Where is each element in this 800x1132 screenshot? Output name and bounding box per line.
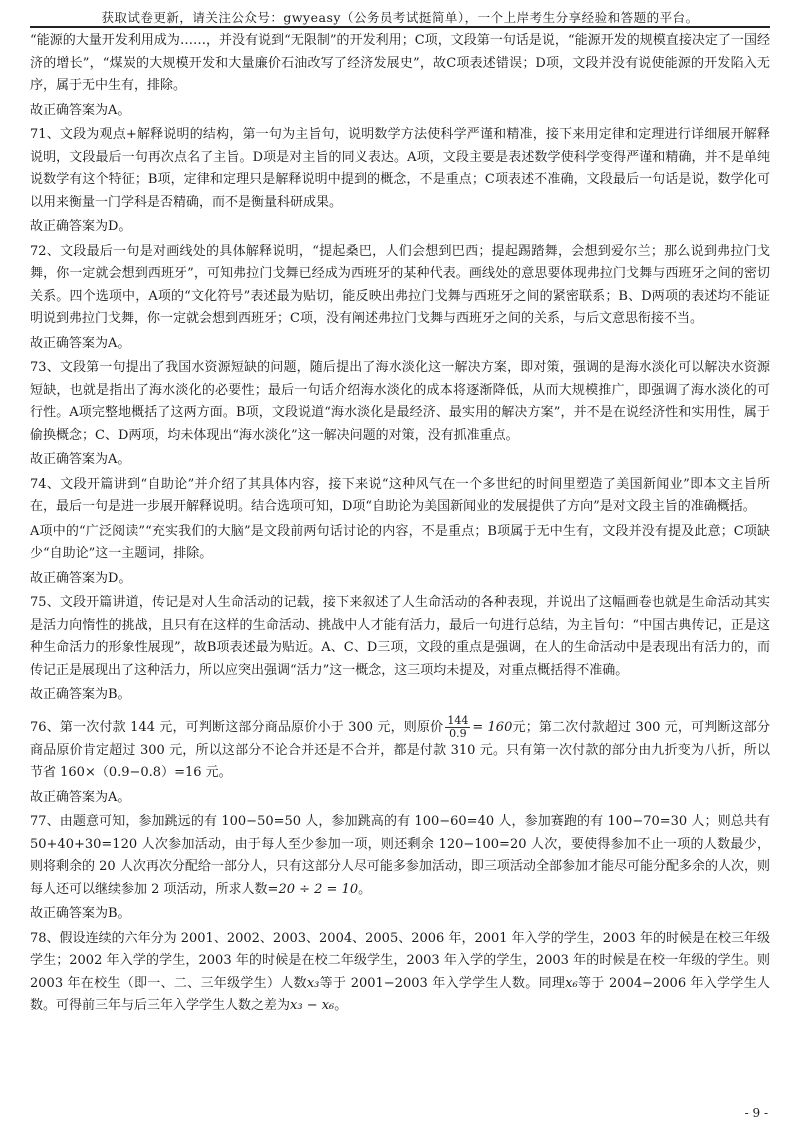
fraction — [445, 715, 470, 740]
text-run: 元；第二次付款超过 300 元，可判断这部分商品原价肯定超过 300 元，所以这部分不论合并还是不合并，都是付款 310 元。只有第一次付款的部分由九折变为八折，所以节省 160×（0.9−0.8）=16 元。 — [30, 719, 770, 780]
explanation-77 — [30, 811, 770, 901]
math-variable: x₆ — [565, 975, 578, 991]
text-run: 。 — [358, 881, 372, 897]
answer-line: 故正确答案为B。 — [30, 906, 131, 921]
explanation-78 — [30, 928, 770, 1018]
answer-line: 故正确答案为A。 — [30, 452, 131, 467]
answer-line: 故正确答案为D。 — [30, 570, 132, 586]
explanation-72: 72、文段最后一句是对画线处的具体解释说明，“提起桑巴，人们会想到巴西；提起踢踏舞，会想到爱尔兰；那么说到弗拉门戈舞，你一定就会想到西班牙”，可知弗拉门戈舞已经成为西班牙的某种代表。画线处的意思要体现弗拉门戈舞与西班牙之间的密切关系。四个选项中，A项的“文化符号”表述最为贴切，能反映出弗拉门戈舞与西班牙之间的紧密联系；B、D两项的表述均不能证明说到弗拉门戈舞，你一定就会想到西班牙；C项，没有阐述弗拉门戈舞与西班牙之间的关系，与后文意思衔接不当。 — [30, 243, 770, 326]
page-header: 获取试卷更新，请关注公众号：gwyeasy（公务员考试挺简单），一个上岸考生分享经验和答题的平台。 — [30, 0, 770, 28]
text-run: 等于 2004−2006 年入学学生人数。可得前三年与后三年入学学生人数之差为 — [30, 975, 771, 1013]
fraction-numerator: 144 — [447, 713, 469, 727]
answer-line: 故正确答案为A。 — [30, 789, 131, 805]
explanation-74-options: A项中的“广泛阅读”“充实我们的大脑”是文段前两句话讨论的内容，不是重点；B项属于无中生有，文段并没有提及此意；C项缺少“自助论”这一主题词，排除。 — [30, 523, 770, 561]
explanation-73: 73、文段第一句提出了我国水资源短缺的问题，随后提出了海水淡化这一解决方案，即对策，强调的是海水淡化可以解决水资源短缺，也就是指出了海水淡化的必要性；最后一句话介绍海水淡化的成本将逐渐降低，从而大规模推广，即强调了海水淡化的可行性。A项完整地概括了这两方面。B项，文段说道“海水淡化是最经济、最实用的解决方案”，并不是在说经济性和实用性，属于偷换概念；C、D两项，均未体现出“海水淡化”这一解决问题的对策，没有抓准重点。 — [30, 360, 770, 443]
explanation-75: 75、文段开篇讲道，传记是对人生命活动的记载，接下来叙述了人生命活动的各种表现，并说出了这幅画卷也就是生命活动其实是活力向惰性的挑战，且只有在这样的生命活动、挑战中人才能有活力，最后一句进行总结，为主旨句：“中国古典传记，正是这种生命活力的形象性展现”，故B项表述最为贴近。A、C、D三项，文段的重点是强调，在人的生命活动中是表现出有活力的，而传记正是展现出了这种活力，所以应突出强调“活力”这一概念，这三项均未提及，对重点概括得不准确。 — [30, 595, 770, 678]
explanation-76 — [30, 715, 770, 785]
math-expression: 20 ÷ 2 = 10 — [278, 881, 359, 897]
answer-line: 故正确答案为A。 — [30, 335, 131, 351]
explanation-74: 74、文段开篇讲到“自助论”并介绍了其具体内容，接下来说“这种风气在一个多世纪的时间里塑造了美国新闻业”即本文主旨所在，最后一句是进一步展开解释说明。结合选项可知，D项“自助论为美国新闻业的发展提供了方向”是对文段主旨的准确概括。 — [30, 476, 770, 514]
math-variable: x₃ — [306, 975, 320, 991]
explanation-71: 71、文段为观点+解释说明的结构，第一句为主旨句，说明数学方法使科学严谨和精准，接下来用定律和定理进行详细展开解释说明，文段最后一句再次点名了主旨。D项是对主旨的同义表达。A项，文段主要是表述数学使科学变得严谨和精确，并不是单纯说数学有这个特征；B项，定律和定理只是解释说明中提到的概念，不是重点；C项表述不准确，文段最后一句话是说，数学化可以用来衡量一门学科是否精确，而不是衡量科研成果。 — [30, 127, 770, 210]
document-body — [30, 30, 770, 1018]
text-run: 76、第一次付款 144 元，可判断这部分商品原价小于 300 元，则原价 — [30, 719, 444, 735]
answer-line: 故正确答案为B。 — [30, 687, 131, 702]
text-run: 78、假设连续的六年分为 2001、2002、2003、2004、2005、2006 年，2001 年入学的学生，2003 年的时候是在校三年级学生；2002 年入学的学生，2003 年的时候是在校二年级学生，2003 年入学的学生，2003 年的时候是在校一年级的学生。则 2003 年在校生（即一、二、三年级学生）人数 — [30, 930, 770, 991]
math-expression: = 160 — [472, 719, 513, 735]
paragraph-continuation: “能源的大量开发利用成为……，并没有说到“无限制”的开发利用；C项，文段第一句话是说，“能源开发的规模直接决定了一国经济的增长”，“煤炭的大规模开发和大量廉价石油改写了经济发展史”，故C项表述错误；D项，文段并没有说使能源的开发陷入无序，属于无中生有，排除。 — [30, 33, 770, 93]
math-expression: x₃ − x₆ — [290, 998, 335, 1013]
answer-line: 故正确答案为A。 — [30, 102, 131, 118]
text-run: 。 — [334, 998, 348, 1013]
text-run: 等于 2001−2003 年入学学生人数。同理 — [319, 975, 566, 991]
text-run: 77、由题意可知，参加跳远的有 100−50=50 人，参加跳高的有 100−60=40 人，参加赛跑的有 100−70=30 人；则总共有 50+40+30=120 人次参加活动，由于每人至少参加一项，则还剩余 120−100=20 人次，要使得参加不止一项的人数最少，则将剩余的 20 人次再次分配给一部分人，只有这部分人尽可能多参加活动，即三项活动全部参加才能尽可能分配多余的人次，则每人还可以继续参加 2 项活动，所求人数= — [30, 814, 770, 897]
answer-line: 故正确答案为D。 — [30, 219, 132, 234]
fraction-denominator: 0.9 — [449, 726, 467, 740]
page-number: - 9 - — [744, 1106, 768, 1120]
